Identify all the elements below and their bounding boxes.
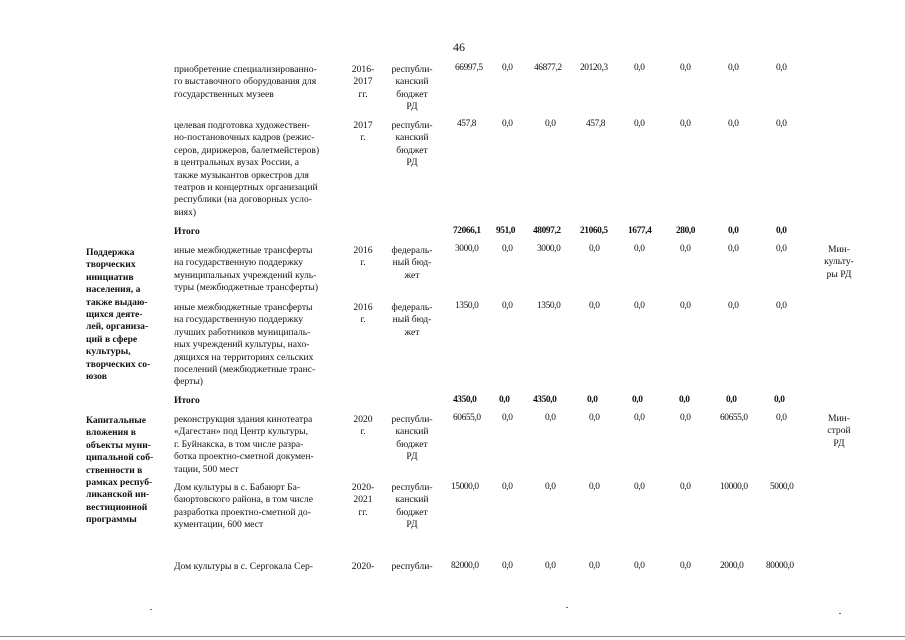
total-cell: 1677,4 — [628, 226, 652, 236]
value-cell: 46877,2 — [534, 63, 562, 73]
row-description: реконструкция здания кинотеатра «Дагестан» под Центр культуры, г. Буйнакска, в том числе разра- ботка проектно-сметной докумен- тации, 500 мест — [174, 414, 314, 475]
value-cell: 20120,3 — [580, 63, 608, 73]
group-title: Капитальные вложения в объекты муни- ципальной соб- ственности в рамках респуб- ликанской ин- вестиционной программы — [86, 415, 154, 526]
value-cell: 0,0 — [776, 413, 787, 423]
value-cell: 0,0 — [680, 482, 691, 492]
value-cell: 80000,0 — [766, 561, 794, 571]
value-cell: 0,0 — [776, 63, 787, 73]
total-cell: 280,0 — [676, 226, 696, 236]
value-cell: 3000,0 — [455, 244, 479, 254]
value-cell: 0,0 — [502, 413, 513, 423]
total-cell: 951,0 — [496, 226, 516, 236]
value-cell: 1350,0 — [455, 301, 479, 311]
value-cell: 0,0 — [680, 301, 691, 311]
value-cell: 0,0 — [634, 119, 645, 129]
value-cell: 0,0 — [776, 119, 787, 129]
value-cell: 0,0 — [589, 301, 600, 311]
value-cell: 0,0 — [776, 244, 787, 254]
value-cell: 60655,0 — [720, 413, 748, 423]
total-label: Итого — [174, 395, 200, 406]
value-cell: 0,0 — [589, 413, 600, 423]
total-cell: 0,0 — [776, 226, 787, 236]
value-cell: 0,0 — [634, 561, 645, 571]
value-cell: 0,0 — [502, 561, 513, 571]
value-cell: 0,0 — [634, 244, 645, 254]
total-cell: 0,0 — [728, 226, 739, 236]
value-cell: 457,8 — [586, 119, 606, 129]
row-description: Дом культуры в с. Сергокала Сер- — [174, 561, 313, 572]
row-executor: Мин- строй РД — [827, 413, 851, 449]
row-year: 2016 г. — [353, 245, 373, 269]
total-cell: 0,0 — [679, 395, 690, 405]
value-cell: 0,0 — [634, 301, 645, 311]
value-cell: 2000,0 — [720, 561, 744, 571]
row-description: приобретение специализированно- го выставочного оборудования для государственных музеев — [174, 64, 317, 100]
value-cell: 15000,0 — [451, 482, 479, 492]
total-cell: 21060,5 — [580, 226, 608, 236]
row-year: 2020- — [351, 561, 375, 572]
row-description: целевая подготовка художествен- но-постановочных кадров (режис- серов, дирижеров, балетмейстеров) в центральных вузах России, а также музыкантов оркестров для театров и концертных организаций республики (на договорных усло- виях) — [174, 120, 320, 218]
value-cell: 457,8 — [457, 119, 477, 129]
value-cell: 0,0 — [589, 482, 600, 492]
value-cell: 60655,0 — [453, 413, 481, 423]
value-cell: 0,0 — [545, 119, 556, 129]
total-cell: 0,0 — [774, 395, 785, 405]
value-cell: 0,0 — [502, 119, 513, 129]
total-cell: 0,0 — [632, 395, 643, 405]
row-description: иные межбюджетные трансферты на государственную поддержку муниципальных учреждений куль- туры (межбюджетные трансферты) — [174, 245, 319, 294]
row-year: 2016- 2017 гг. — [351, 64, 375, 100]
value-cell: 0,0 — [502, 63, 513, 73]
value-cell: 1350,0 — [537, 301, 561, 311]
page-number: 46 — [453, 40, 465, 54]
value-cell: 5000,0 — [770, 482, 794, 492]
value-cell: 0,0 — [680, 561, 691, 571]
value-cell: 0,0 — [502, 301, 513, 311]
value-cell: 0,0 — [680, 63, 691, 73]
value-cell: 66997,5 — [455, 63, 483, 73]
scan-speck — [566, 607, 568, 608]
total-cell: 72066,1 — [453, 226, 481, 236]
value-cell: 10000,0 — [720, 482, 748, 492]
value-cell: 0,0 — [545, 561, 556, 571]
total-cell: 0,0 — [499, 395, 510, 405]
value-cell: 0,0 — [545, 413, 556, 423]
total-cell: 0,0 — [587, 395, 598, 405]
group-title: Поддержка творческих инициатив населения, а также выдаю- щихся деяте- лей, организа- ций в сфере культуры, творческих со- юзов — [86, 247, 151, 383]
value-cell: 0,0 — [680, 413, 691, 423]
value-cell: 0,0 — [589, 244, 600, 254]
value-cell: 0,0 — [634, 482, 645, 492]
row-source: федераль- ный бюд- жет — [391, 245, 433, 281]
row-year: 2017 г. — [353, 120, 373, 144]
value-cell: 0,0 — [502, 482, 513, 492]
row-year: 2016 г. — [353, 302, 373, 326]
value-cell: 0,0 — [680, 119, 691, 129]
value-cell: 3000,0 — [537, 244, 561, 254]
total-label: Итого — [174, 226, 200, 237]
total-cell: 4350,0 — [453, 395, 477, 405]
total-cell: 4350,0 — [533, 395, 557, 405]
value-cell: 0,0 — [502, 244, 513, 254]
row-source: федераль- ный бюд- жет — [391, 302, 433, 338]
scan-separator-line — [0, 636, 905, 637]
row-year: 2020 г. — [353, 414, 373, 438]
value-cell: 0,0 — [680, 244, 691, 254]
scan-speck — [150, 609, 152, 610]
row-source: республи- — [391, 561, 433, 572]
value-cell: 0,0 — [728, 119, 739, 129]
row-executor: Мин- культу- ры РД — [824, 244, 854, 280]
value-cell: 0,0 — [776, 301, 787, 311]
value-cell: 0,0 — [589, 561, 600, 571]
value-cell: 0,0 — [545, 482, 556, 492]
row-source: республи- канский бюджет РД — [391, 414, 433, 463]
row-description: иные межбюджетные трансферты на государственную поддержку лучших работников муниципаль- ных учреждений культуры, нахо- дящихся на территориях сельских поселений (межбюджетные транс- ферты) — [174, 302, 316, 388]
row-source: республи- канский бюджет РД — [391, 120, 433, 169]
row-source: республи- канский бюджет РД — [391, 482, 433, 531]
value-cell: 0,0 — [728, 63, 739, 73]
total-cell: 48097,2 — [533, 226, 561, 236]
value-cell: 0,0 — [728, 301, 739, 311]
total-cell: 0,0 — [726, 395, 737, 405]
value-cell: 0,0 — [634, 413, 645, 423]
row-description: Дом культуры в с. Бабаюрт Ба- баюртовского района, в том числе разработка проектно-сметной до- кументации, 600 мест — [174, 482, 313, 531]
row-source: республи- канский бюджет РД — [391, 64, 433, 113]
value-cell: 82000,0 — [451, 561, 479, 571]
row-year: 2020- 2021 гг. — [351, 482, 375, 518]
value-cell: 0,0 — [634, 63, 645, 73]
value-cell: 0,0 — [728, 244, 739, 254]
scan-speck — [839, 613, 841, 614]
